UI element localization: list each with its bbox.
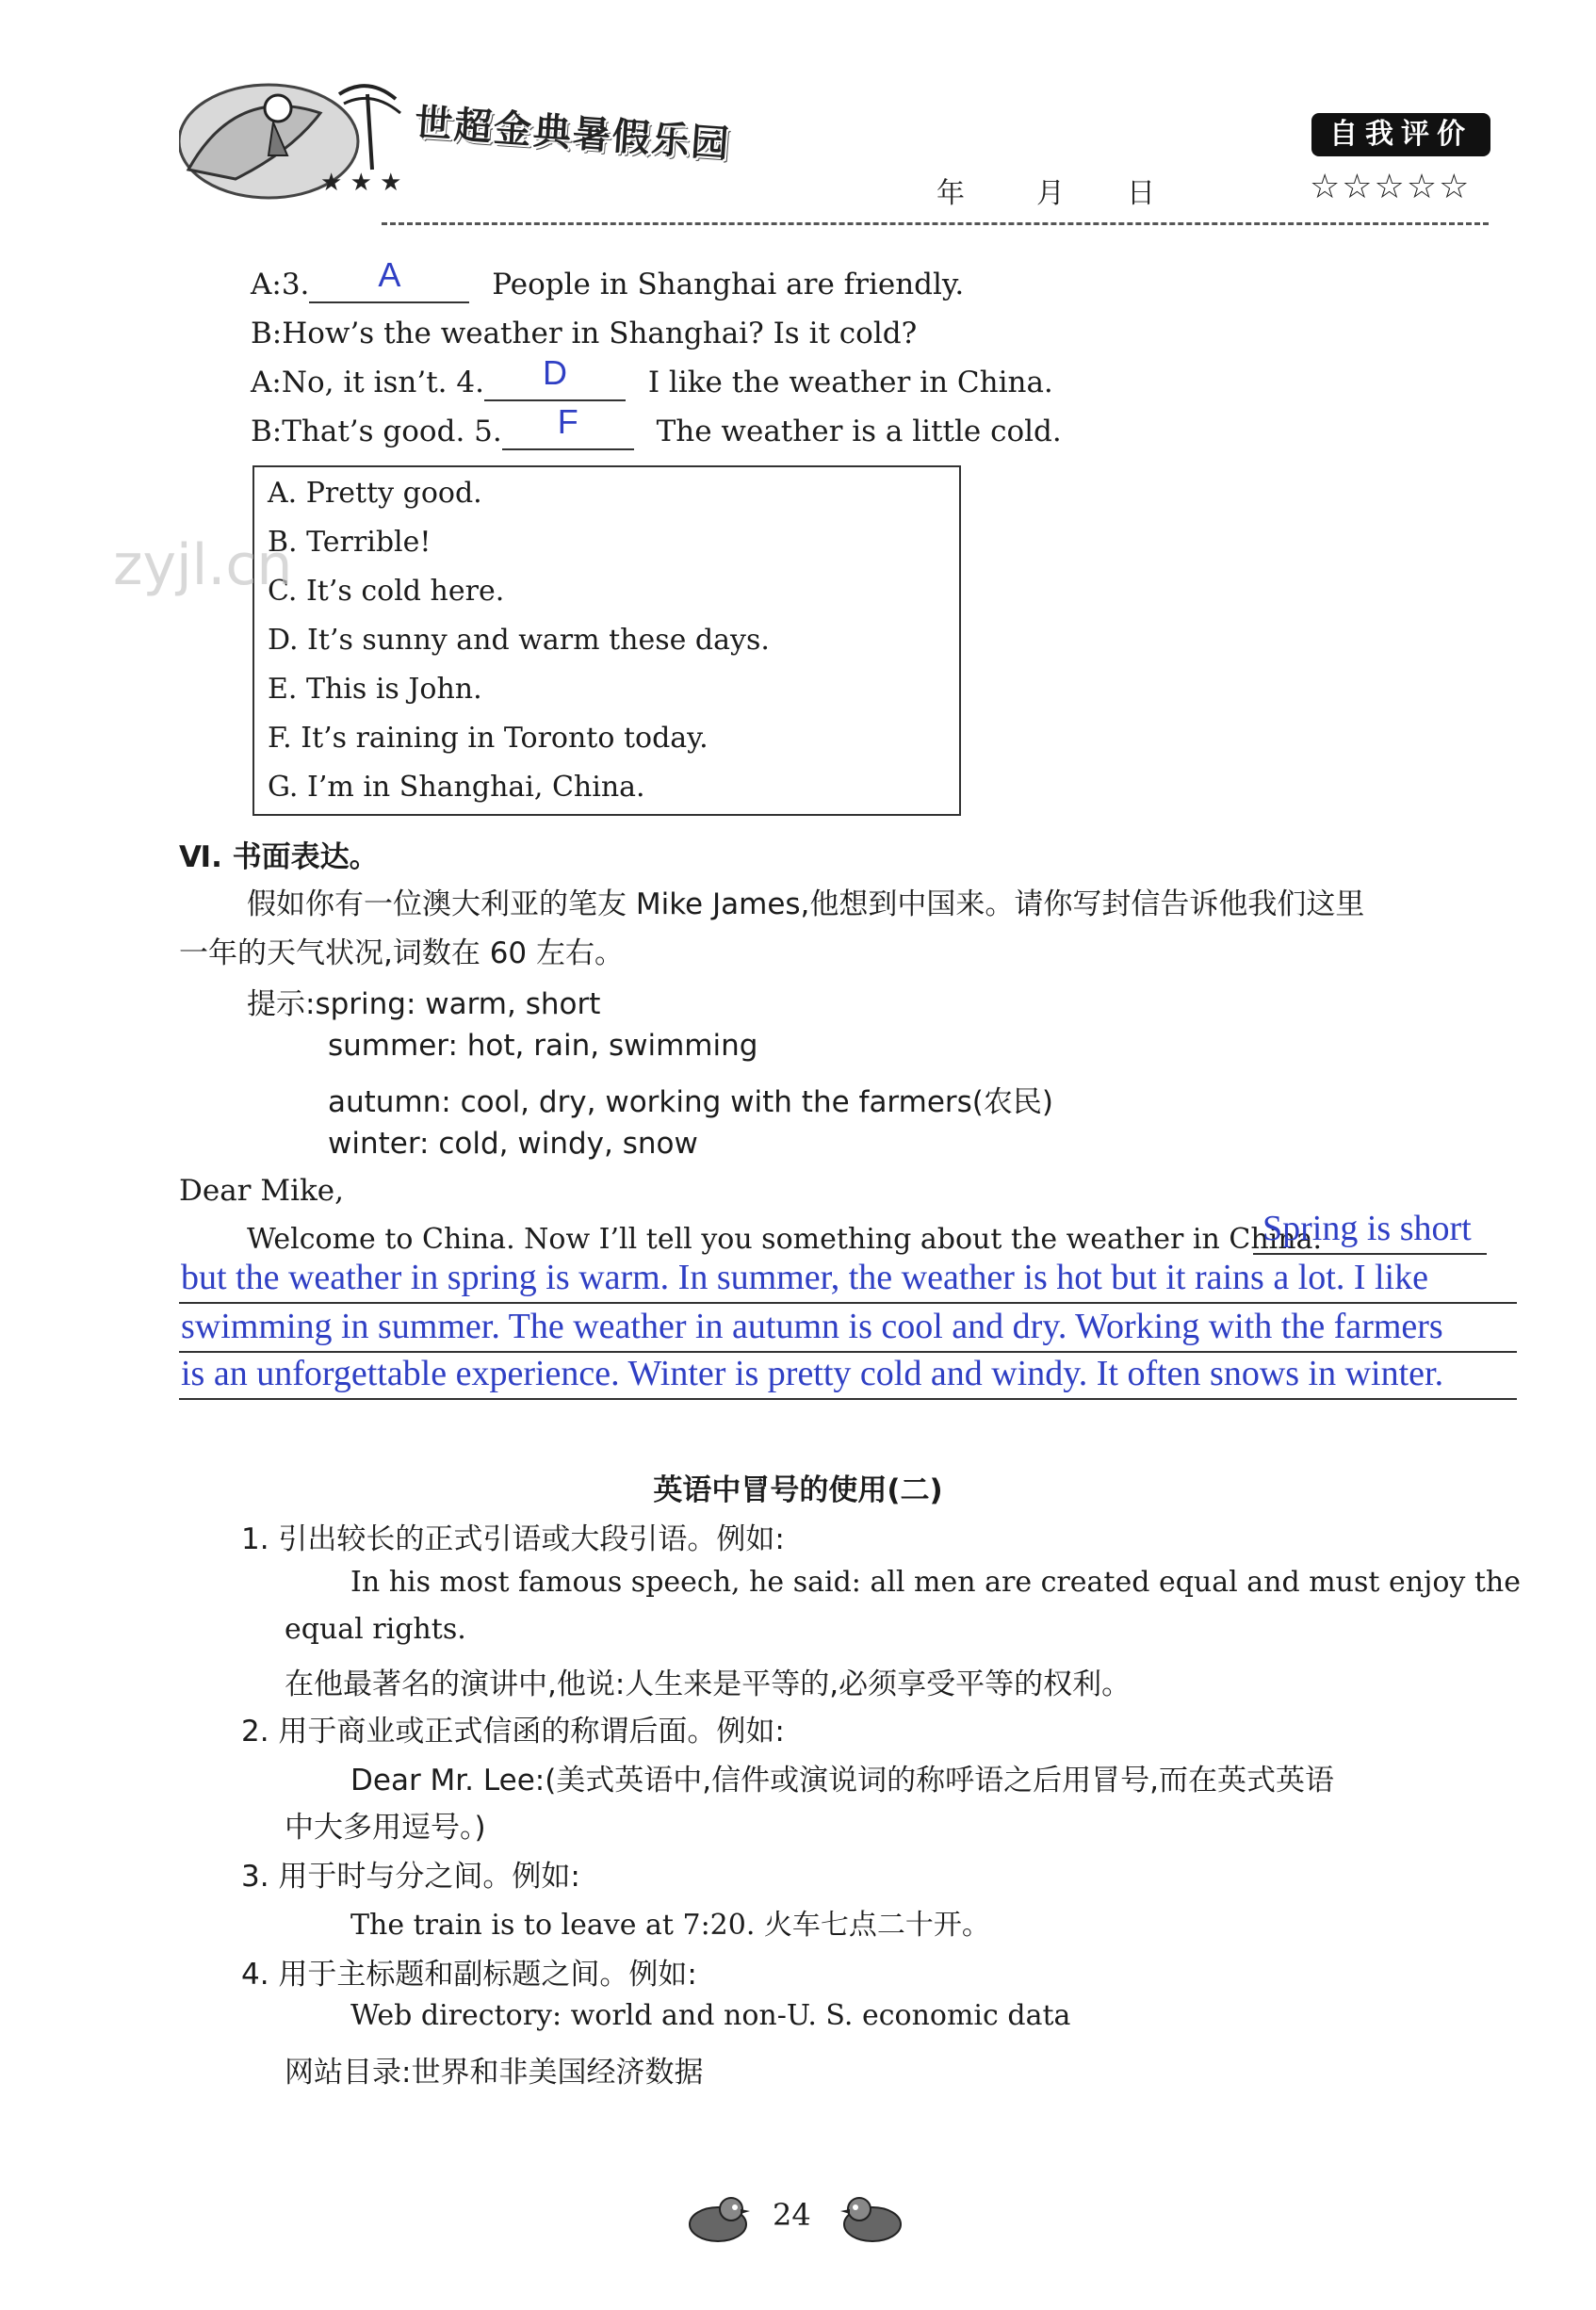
essay-rule-1 (1253, 1253, 1487, 1255)
colon-usage-title: 英语中冒号的使用(二) (653, 1473, 943, 1507)
essay-answer-line-3[interactable]: swimming in summer. The weather in autumn is cool and dry. Working with the farmers (181, 1307, 1443, 1346)
options-box (252, 465, 961, 816)
answer-5: F (557, 402, 578, 441)
hint-spring: 提示:spring: warm, short (247, 987, 601, 1021)
dialogue-line-3-prefix: A:No, it isn’t. 4. (251, 366, 484, 399)
answer-blank-3[interactable] (309, 255, 469, 303)
option-a: A. Pretty good. (268, 477, 482, 510)
dialogue-line-1-prefix: A:3. (251, 268, 310, 301)
option-f: F. It’s raining in Toronto today. (268, 722, 708, 755)
colon-item-1-translation: 在他最著名的演讲中,他说:人生来是平等的,必须享受平等的权利。 (285, 1667, 1132, 1701)
writing-section-heading: Ⅵ. 书面表达。 (179, 840, 379, 874)
letter-salutation: Dear Mike, (179, 1174, 344, 1208)
option-e: E. This is John. (268, 673, 482, 706)
letter-opening: Welcome to China. Now I’ll tell you something about the weather in China. (247, 1223, 1322, 1256)
dialogue-line-3-text: I like the weather in China. (647, 366, 1053, 399)
essay-answer-line-4[interactable]: is an unforgettable experience. Winter is pretty cold and windy. It often snows in winter. (181, 1354, 1444, 1393)
watermark: zyjl.cn (113, 532, 293, 598)
option-g: G. I’m in Shanghai, China. (268, 771, 645, 804)
dialogue-line-4-text: The weather is a little cold. (656, 415, 1062, 448)
colon-item-3-example: The train is to leave at 7:20. 火车七点二十开。 (350, 1909, 990, 1942)
option-c: C. It’s cold here. (268, 575, 505, 608)
essay-rule-2 (179, 1302, 1517, 1304)
svg-text:★ ★ ★: ★ ★ ★ (320, 169, 402, 197)
bird-icon-right (837, 2190, 912, 2247)
rating-stars[interactable]: ☆☆☆☆☆ (1310, 168, 1472, 206)
writing-prompt-line-1: 假如你有一位澳大利亚的笔友 Mike James,他想到中国来。请你写封信告诉他我们这里 (247, 887, 1365, 921)
date-month-label: 月 (1036, 177, 1065, 210)
colon-item-2-example-line-1: Dear Mr. Lee:(美式英语中,信件或演说词的称呼语之后用冒号,而在英式英语 (350, 1764, 1335, 1798)
colon-item-4-example: Web directory: world and non-U. S. economic data (350, 1999, 1071, 2032)
essay-rule-4 (179, 1398, 1517, 1400)
date-day-label: 日 (1127, 177, 1155, 210)
date-year-label: 年 (936, 177, 965, 210)
dialogue-line-2: B:How’s the weather in Shanghai? Is it cold? (251, 317, 918, 350)
hint-summer: summer: hot, rain, swimming (328, 1029, 758, 1063)
essay-answer-line-1[interactable]: Spring is short (1262, 1209, 1472, 1248)
colon-item-2-example-line-2: 中大多用逗号。) (285, 1811, 486, 1845)
self-evaluation-badge: 自我评价 (1311, 113, 1490, 156)
essay-answer-line-2[interactable]: but the weather in spring is warm. In summer, the weather is hot but it rains a lot. I like (181, 1258, 1428, 1297)
colon-item-1: 1. 引出较长的正式引语或大段引语。例如: (241, 1522, 785, 1556)
colon-item-1-example-line-1: In his most famous speech, he said: all men are created equal and must enjoy the (350, 1566, 1522, 1599)
dialogue-line-1 (251, 255, 965, 303)
answer-4: D (542, 353, 567, 392)
colon-item-1-example-line-2: equal rights. (285, 1613, 466, 1646)
option-d: D. It’s sunny and warm these days. (268, 624, 770, 657)
answer-3: A (378, 255, 401, 294)
dialogue-line-3 (251, 353, 1053, 401)
colon-item-4-translation: 网站目录:世界和非美国经济数据 (285, 2056, 704, 2090)
brand-title: 世超金典暑假乐园 (413, 101, 732, 167)
hint-winter: winter: cold, windy, snow (328, 1127, 698, 1161)
header-divider (382, 222, 1489, 225)
writing-prompt-line-2: 一年的天气状况,词数在 60 左右。 (179, 936, 625, 970)
hint-autumn: autumn: cool, dry, working with the farmers(农民) (328, 1085, 1053, 1119)
option-b: B. Terrible! (268, 526, 432, 559)
dialogue-line-1-text: People in Shanghai are friendly. (492, 268, 965, 301)
bird-icon-left (678, 2190, 754, 2247)
answer-blank-5[interactable] (502, 402, 634, 450)
dialogue-line-4-prefix: B:That’s good. 5. (251, 415, 502, 448)
colon-item-3: 3. 用于时与分之间。例如: (241, 1860, 580, 1894)
colon-item-2: 2. 用于商业或正式信函的称谓后面。例如: (241, 1715, 785, 1749)
page-number: 24 (773, 2197, 811, 2233)
dialogue-line-4 (251, 402, 1062, 450)
colon-item-4: 4. 用于主标题和副标题之间。例如: (241, 1958, 697, 1992)
answer-blank-4[interactable] (484, 353, 626, 401)
